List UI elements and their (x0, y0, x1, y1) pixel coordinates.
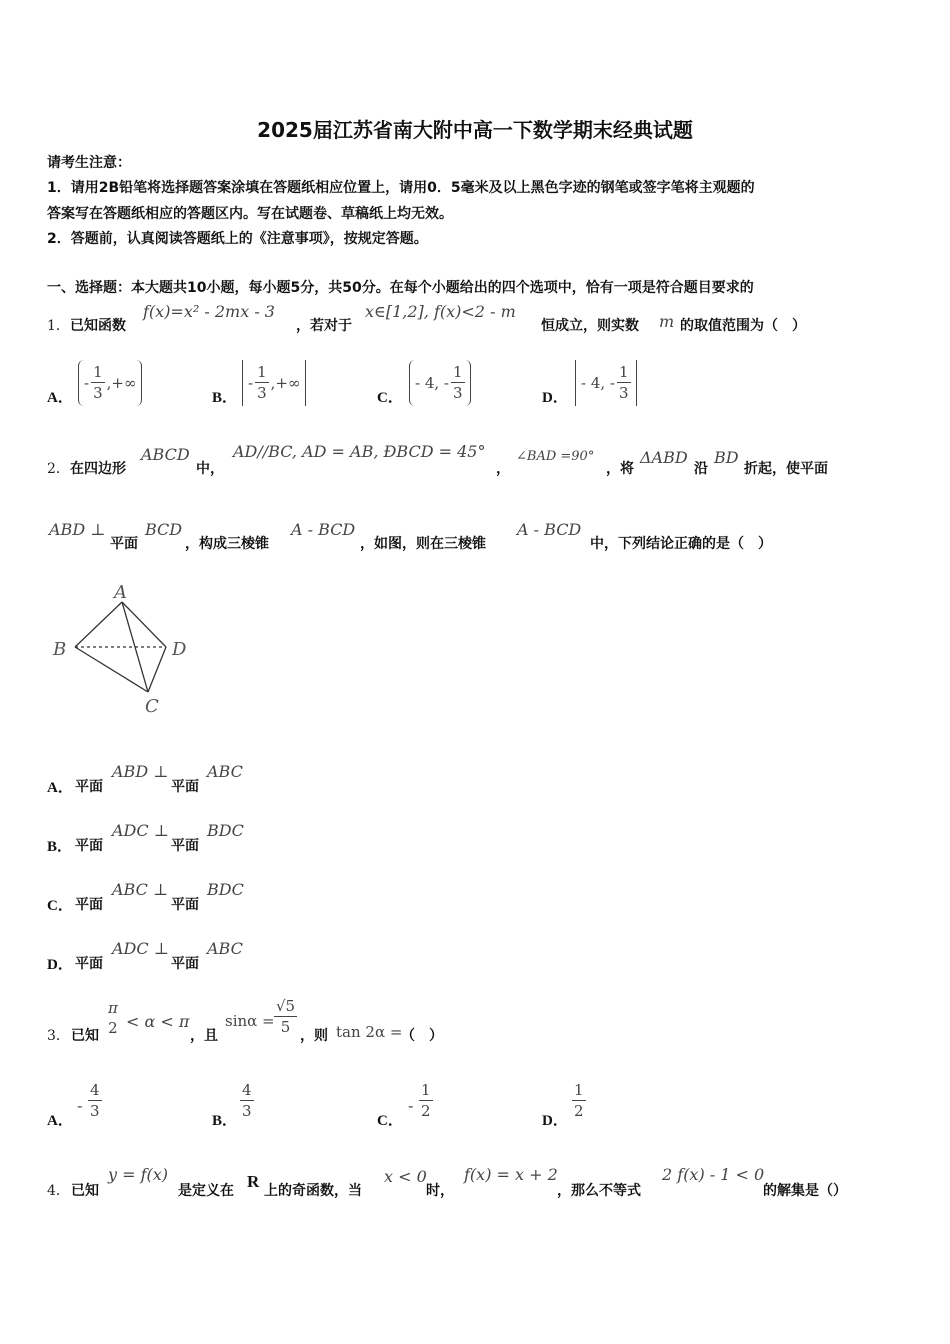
math-expression: ADC ⊥ (112, 821, 169, 840)
question-text: 的取值范围为（ ） (680, 318, 806, 334)
denominator: 3 (452, 384, 463, 402)
math-expression: ABC (207, 762, 243, 781)
question-text: 的解集是（） (763, 1183, 847, 1199)
math-expression: BCD (145, 520, 183, 539)
numerator: 1 (452, 363, 463, 381)
question-text: （ ） (401, 1028, 443, 1044)
math-expression: BD (714, 448, 739, 467)
option-label: D． (542, 390, 568, 406)
denominator: 2 (108, 1019, 118, 1037)
fraction (106, 1001, 120, 1036)
notice-item-1-line-1: 1．请用2B铅笔将选择题答案涂填在答题纸相应位置上，请用0．5毫米及以上黑色字迹的钢笔或签字笔将主观题的 (47, 180, 755, 196)
option-text: 平面 (75, 838, 103, 854)
fraction (419, 1083, 433, 1119)
option-label: A． (47, 780, 73, 796)
question-text: 平面 (110, 536, 138, 552)
option-label: C． (377, 1113, 403, 1129)
denominator: 2 (574, 1102, 584, 1120)
option-label: C． (47, 898, 73, 914)
question-text: ，若对于 (296, 318, 352, 334)
option-label: B． (212, 390, 238, 406)
question-text: ，则 (300, 1028, 328, 1044)
question-text: 折起，使平面 (744, 461, 828, 477)
numerator: 1 (93, 363, 103, 381)
question-number: 3． (47, 1028, 70, 1044)
math-expression: 2 f(x) - 1 < 0 (662, 1165, 765, 1184)
math-text: - (248, 374, 254, 392)
math-expression: ABCD (141, 445, 190, 464)
math-expression: f(x) = x + 2 (464, 1165, 558, 1184)
math-expression: ABC (207, 939, 243, 958)
numerator: 4 (242, 1081, 252, 1099)
option-text: 平面 (171, 897, 199, 913)
denominator: 2 (421, 1102, 431, 1120)
numerator: 1 (421, 1081, 431, 1099)
question-text: ，将 (606, 461, 634, 477)
question-number: 2． (47, 461, 70, 477)
vertex-label-a: A (114, 582, 127, 603)
option-label: C． (377, 390, 403, 406)
fraction (88, 1083, 102, 1119)
question-text: 上的奇函数，当 (264, 1183, 362, 1199)
math-expression: x < 0 (384, 1167, 427, 1186)
option-text: 平面 (75, 897, 103, 913)
math-expression: ABC ⊥ (112, 880, 168, 899)
question-text: ，如图，则在三棱锥 (360, 536, 486, 552)
math-sign: - (408, 1096, 414, 1115)
option-text: 平面 (171, 956, 199, 972)
question-number: 1． (47, 318, 70, 334)
denominator: 3 (93, 384, 103, 402)
question-text: 已知 (71, 1183, 99, 1199)
math-set-r: R (247, 1172, 260, 1191)
math-expression: x∈[1,2], f(x)<2 - m (365, 302, 516, 321)
question-number: 4． (47, 1183, 70, 1199)
vertex-label-c: C (145, 696, 159, 717)
denominator: 3 (257, 384, 267, 402)
fraction (255, 365, 269, 401)
pyramid-diagram (45, 580, 205, 720)
question-text: 已知函数 (70, 318, 126, 334)
question-text: 恒成立，则实数 (541, 318, 639, 334)
question-text: 在四边形 (70, 461, 126, 477)
math-variable: m (659, 312, 675, 331)
math-text: - (84, 374, 90, 392)
numerator: √5 (276, 997, 296, 1015)
numerator: 1 (618, 363, 629, 381)
option-d-value (575, 360, 637, 406)
question-text: ，且 (190, 1028, 218, 1044)
notice-header: 请考生注意： (47, 155, 131, 171)
notice-item-2: 2．答题前，认真阅读答题纸上的《注意事项》，按规定答题。 (47, 231, 428, 247)
numerator: 4 (90, 1081, 100, 1099)
vertex-label-d: D (172, 639, 187, 660)
page-title: 2025届江苏省南大附中高一下数学期末经典试题 (257, 118, 693, 142)
question-text: ， (496, 461, 510, 477)
question-text: 时， (426, 1183, 454, 1199)
math-expression: A - BCD (291, 520, 356, 539)
question-text: ，那么不等式 (557, 1183, 641, 1199)
math-expression: ΔABD (640, 448, 688, 467)
edge-dc (148, 647, 166, 692)
math-expression: A - BCD (517, 520, 582, 539)
question-text: 已知 (71, 1028, 99, 1044)
fraction (91, 365, 105, 401)
math-expression: y = f(x) (108, 1165, 169, 1184)
option-label: A． (47, 1113, 73, 1129)
fraction (274, 999, 297, 1035)
fraction (240, 1083, 254, 1119)
math-expression: f(x)=x² - 2mx - 3 (143, 302, 275, 321)
option-text: 平面 (75, 779, 103, 795)
math-expression: sinα = (225, 1012, 275, 1030)
question-text: 中， (196, 461, 224, 477)
math-expression: BDC (207, 880, 244, 899)
math-expression: < α < π (126, 1012, 190, 1031)
math-expression: ABD ⊥ (49, 520, 106, 539)
math-text: ,+∞ (270, 374, 301, 392)
question-text: 是定义在 (178, 1183, 234, 1199)
math-text: ,+∞ (106, 374, 137, 392)
vertex-label-b: B (53, 639, 67, 660)
section-heading: 一、选择题：本大题共10小题，每小题5分，共50分。在每个小题给出的四个选项中，恰有一项是符合题目要求的 (47, 280, 754, 296)
math-text: - 4, - (415, 374, 449, 392)
denominator: 3 (90, 1102, 100, 1120)
math-expression: ∠BAD =90° (516, 449, 595, 464)
option-label: D． (47, 957, 73, 973)
fraction (617, 365, 631, 401)
math-expression: ABD ⊥ (112, 762, 169, 781)
option-c-value (409, 360, 471, 406)
math-sign: - (77, 1096, 83, 1115)
question-text: 中，下列结论正确的是（ ） (590, 536, 772, 552)
option-text: 平面 (171, 779, 199, 795)
notice-item-1-line-2: 答案写在答题纸相应的答题区内。写在试题卷、草稿纸上均无效。 (47, 206, 453, 222)
denominator: 5 (280, 1018, 291, 1036)
numerator: π (108, 999, 118, 1017)
option-text: 平面 (75, 956, 103, 972)
numerator: 1 (257, 363, 267, 381)
question-text: ，构成三棱锥 (185, 536, 269, 552)
math-expression: BDC (207, 821, 244, 840)
option-b-value (242, 360, 306, 406)
math-expression: tan 2α = (336, 1023, 403, 1041)
question-text: 沿 (694, 461, 708, 477)
edge-ab (75, 602, 122, 647)
math-expression: ADC ⊥ (112, 939, 169, 958)
fraction (572, 1083, 586, 1119)
option-label: B． (212, 1113, 238, 1129)
option-label: D． (542, 1113, 568, 1129)
option-text: 平面 (171, 838, 199, 854)
option-label: B． (47, 839, 73, 855)
math-text: - 4, - (581, 374, 615, 392)
denominator: 3 (242, 1102, 252, 1120)
option-a-value (78, 360, 142, 406)
option-label: A． (47, 390, 73, 406)
numerator: 1 (574, 1081, 584, 1099)
math-expression: AD//BC, AD = AB, ÐBCD = 45° (233, 442, 486, 461)
fraction (451, 365, 465, 401)
denominator: 3 (618, 384, 629, 402)
